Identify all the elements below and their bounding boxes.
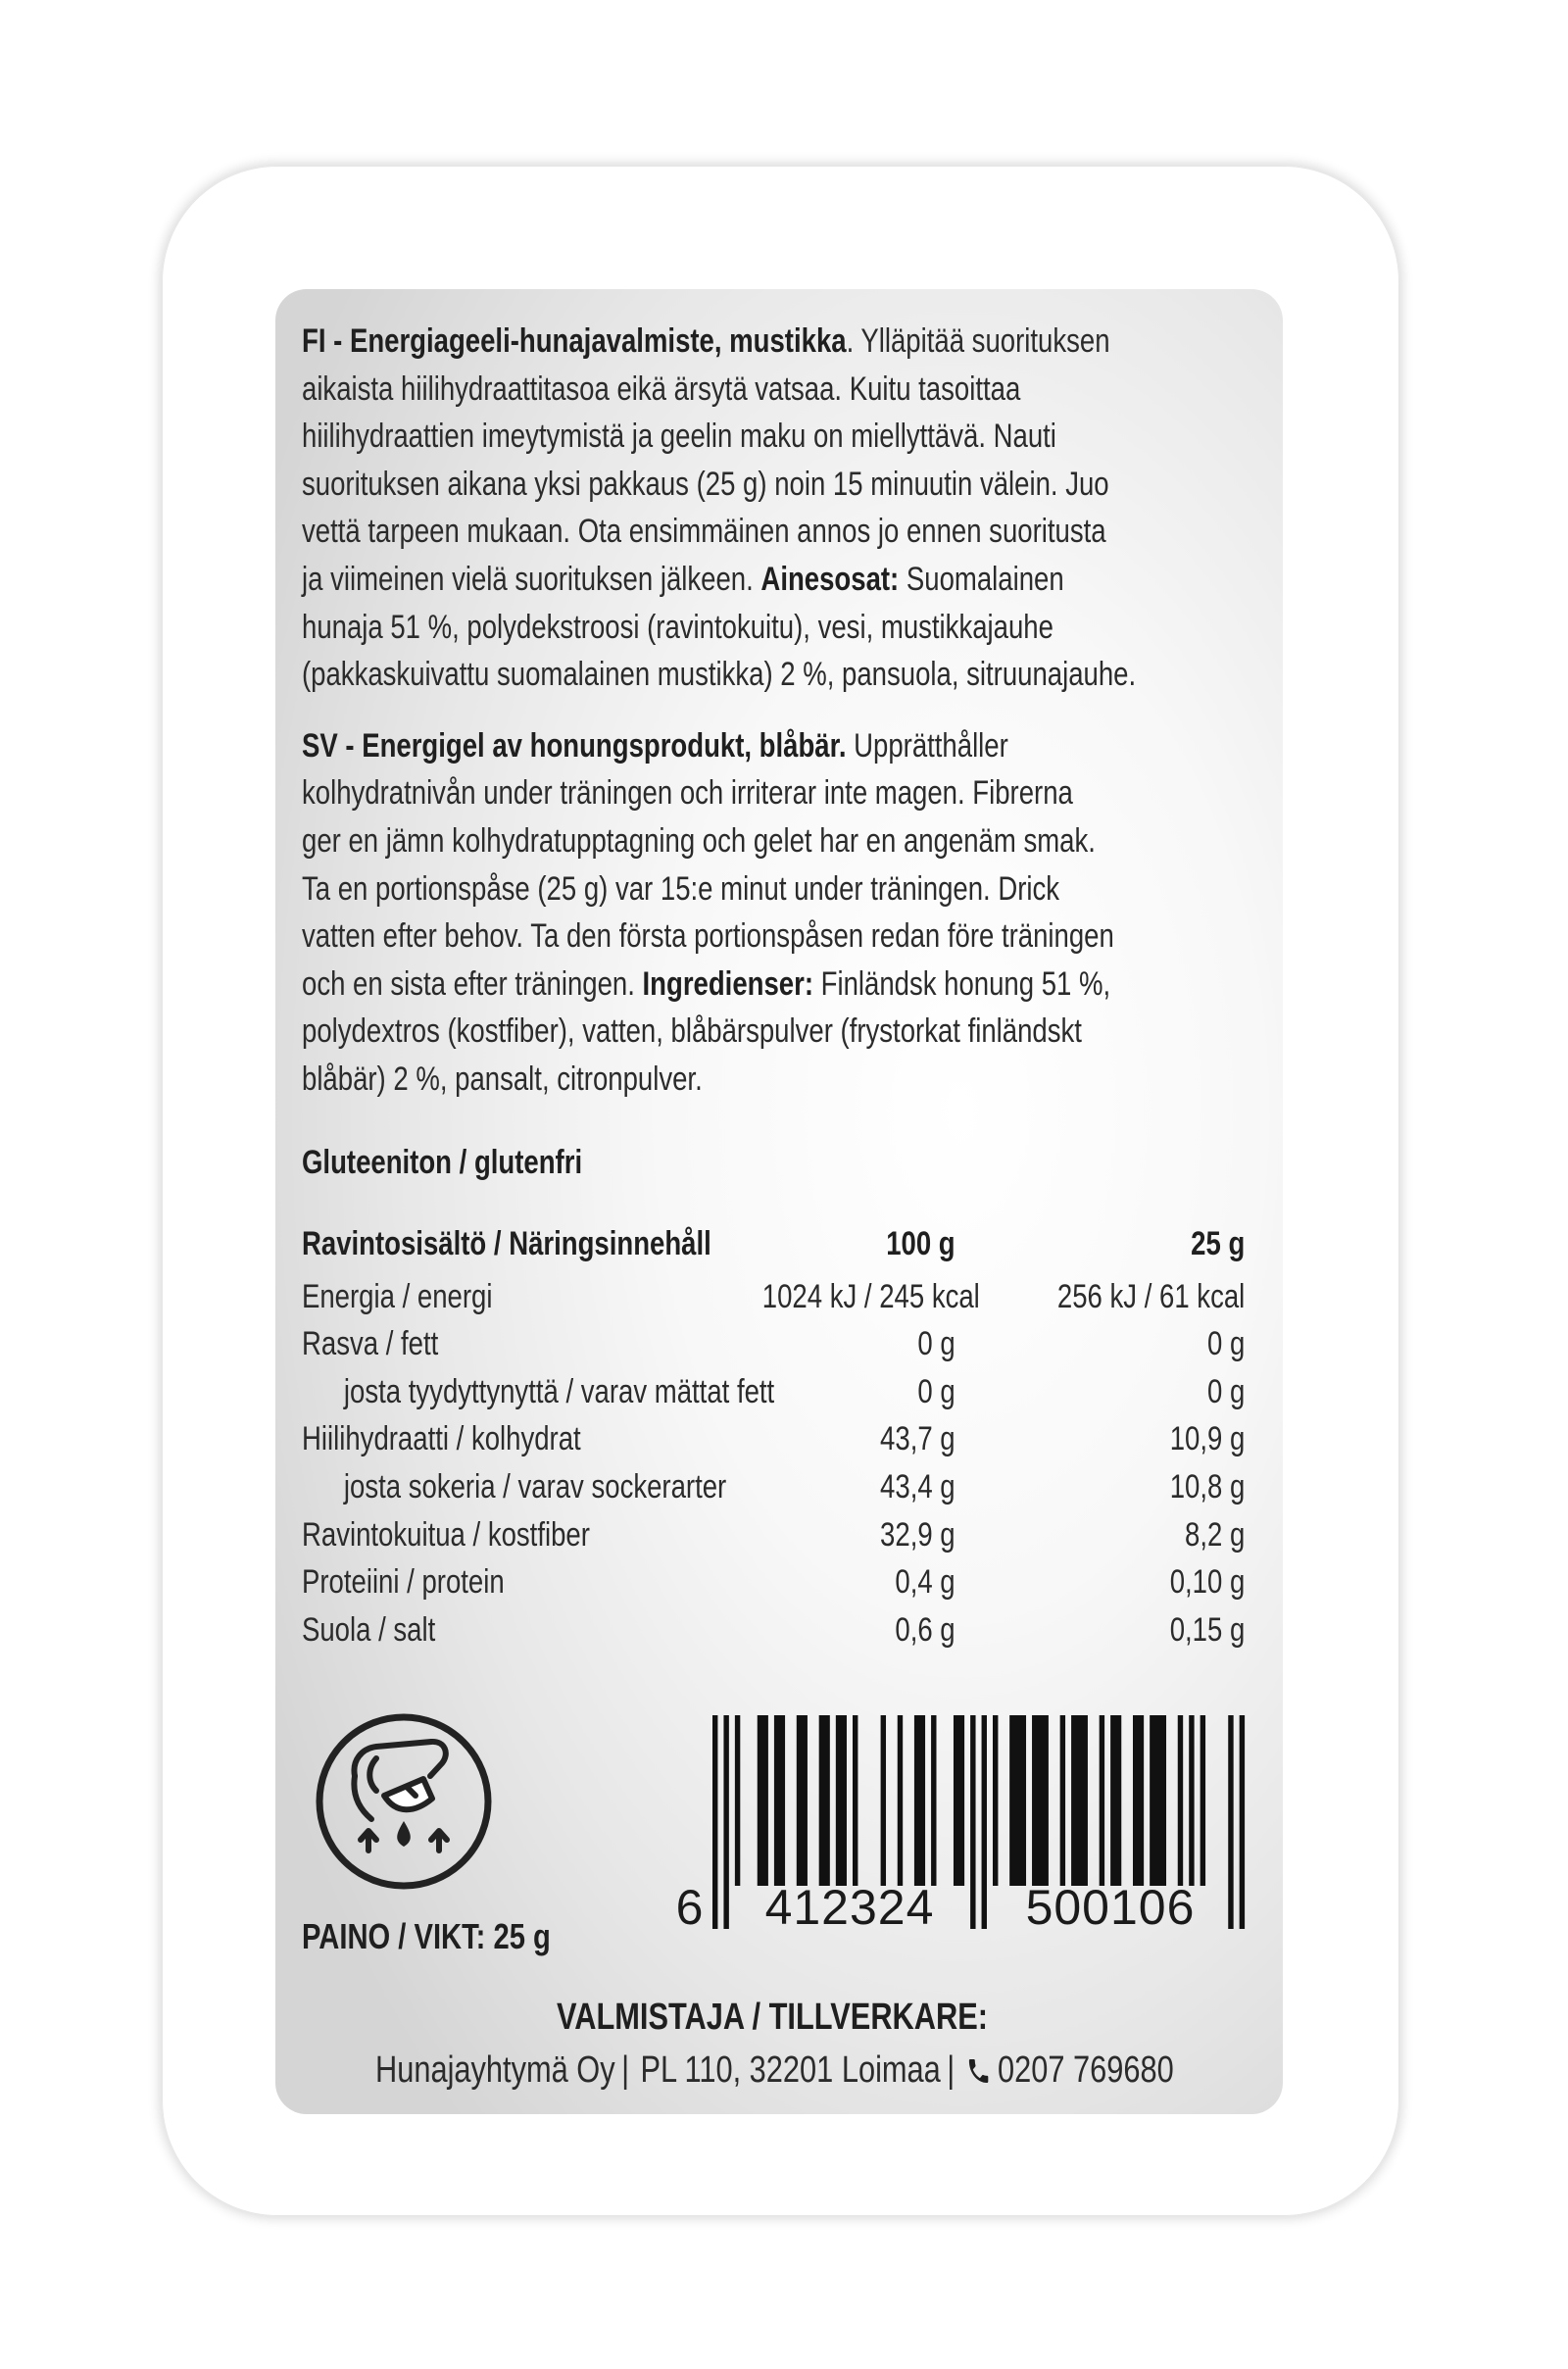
barcode-bar [1060,1715,1065,1886]
value-per-25g: 10,8 g [1169,1467,1246,1505]
value-per-100g: 43,7 g [880,1420,956,1458]
fi-line: aikaista hiilihydraattitasoa eikä ärsytä vatsaa. Kuitu tasoittaa [302,370,1021,408]
barcode-bar [1110,1715,1121,1886]
fi-line: hiilihydraattien imeytymistä ja geelin maku on miellyttävä. Nauti [302,418,1056,456]
sachet-tab [384,1779,432,1809]
nutrient-label: Proteiini / protein [302,1563,505,1602]
fi-line [302,556,1245,604]
sv-line: blåbär) 2 %, pansalt, citronpulver. [302,1060,703,1098]
sv-line [302,722,1245,770]
drop-icon [397,1821,411,1847]
sv-line: kolhydratnivån under träningen och irriterar inte magen. Fibrerna [302,774,1073,813]
phone-icon [966,2055,992,2087]
barcode-guard-bar [982,1715,987,1929]
fi-line: vettä tarpeen mukaan. Ota ensimmäinen annos jo ennen suoritusta [302,513,1106,551]
value-per-25g: 0 g [1206,1325,1246,1363]
tear-open-hand-icon [306,1703,502,1900]
manufacturer-address-line [375,2047,1174,2094]
barcode-bar [774,1715,785,1886]
sv-line: Ta en portionspåse (25 g) var 15:e minut under träningen. Drick [302,869,1060,908]
nutrient-label: Ravintokuitua / kostfiber [302,1515,590,1554]
barcode-left-digits: 412324 [764,1880,935,1935]
value-per-100g: 0 g [917,1325,956,1363]
hand-finger [369,1758,376,1791]
value-per-100g: 1024 kJ / 245 kcal [761,1277,980,1315]
barcode-bar [954,1715,964,1886]
left-arrow [361,1831,376,1851]
fi-line: suorituksen aikana yksi pakkaus (25 g) noin 15 minuutin välein. Juo [302,465,1109,503]
barcode-bar [931,1715,936,1886]
barcode-bar [1178,1715,1183,1886]
barcode-guard-bar [1240,1715,1245,1929]
fi-text: . Ylläpitää suorituksen [846,322,1110,360]
barcode-bar [735,1715,740,1886]
fi-product-name: FI - Energiageeli-hunajavalmiste, mustikka [302,322,847,360]
nutrient-label: Energia / energi [302,1277,493,1315]
nutrition-subrow [302,1463,1245,1511]
nutrient-label: josta sokeria / varav sockerarter [343,1467,727,1505]
separator: | [621,2049,630,2091]
sv-text: och en sista efter träningen. [302,964,643,1003]
fi-line [302,318,1245,366]
barcode-bar [819,1715,830,1886]
manufacturer-postal-address: PL 110, 32201 Loimaa [640,2049,941,2091]
nutrition-row [302,1558,1245,1606]
sv-description [302,722,1245,1104]
barcode-bar [1200,1715,1205,1886]
value-per-100g: 0,4 g [895,1563,956,1602]
nutrient-label: Suola / salt [302,1610,436,1649]
value-per-25g: 0,10 g [1169,1563,1246,1602]
separator: | [947,2049,956,2091]
value-per-25g: 10,9 g [1169,1420,1246,1458]
value-per-100g: 0,6 g [895,1610,956,1649]
column-header-100g: 100 g [886,1224,956,1262]
sv-ingredients-heading: Ingredienser: [642,964,813,1003]
fi-ingredients-heading: Ainesosat: [760,560,900,598]
barcode-bar [898,1715,903,1886]
nutrition-row [302,1273,1245,1321]
sv-line: polydextros (kostfiber), vatten, blåbärspulver (frystorkat finländskt [302,1012,1082,1051]
barcode-right-digits: 500106 [1025,1880,1196,1935]
nutrition-table [302,1220,1245,1654]
nutrition-title: Ravintosisältö / Näringsinnehåll [302,1224,711,1262]
right-arrow [431,1831,447,1851]
sv-text: Finländsk honung 51 %, [812,964,1111,1003]
nutrition-header-row [302,1220,1245,1273]
fi-text: Suomalainen [899,560,1064,598]
sv-line [302,961,1245,1009]
net-weight: PAINO / VIKT: 25 g [302,1916,551,1956]
value-per-100g: 43,4 g [880,1467,956,1505]
gluten-free-statement: Gluteeniton / glutenfri [302,1143,583,1181]
barcode-bar [881,1715,886,1886]
column-header-25g: 25 g [1191,1224,1246,1262]
barcode-bar [993,1715,998,1886]
nutrient-label: Rasva / fett [302,1325,439,1363]
nutrition-row [302,1320,1245,1368]
value-per-100g: 0 g [917,1372,956,1410]
value-per-100g: 32,9 g [880,1515,956,1554]
barcode-bar [853,1715,858,1886]
barcode-bar [1189,1715,1194,1886]
nutrition-row [302,1511,1245,1559]
barcode-first-digit: 6 [675,1880,705,1935]
barcode-bar [1009,1715,1026,1886]
barcode-bar [836,1715,847,1886]
barcode-guard-bar [712,1715,717,1929]
label-text [302,318,1245,1653]
barcode-bar [1032,1715,1049,1886]
value-per-25g: 0 g [1206,1372,1246,1410]
fi-line: hunaja 51 %, polydekstroosi (ravintokuitu), vesi, mustikkajauhe [302,608,1054,646]
nutrient-label: Hiilihydraatti / kolhydrat [302,1420,581,1458]
manufacturer-company: Hunajayhtymä Oy [375,2049,615,2091]
barcode-bar [1071,1715,1088,1886]
barcode-bar [1100,1715,1104,1886]
manufacturer-title: VALMISTAJA / TILLVERKARE: [556,1997,989,2038]
manufacturer-phone: 0207 769680 [998,2049,1174,2091]
fi-description [302,318,1245,699]
barcode-bar [1150,1715,1166,1886]
barcode-bar [797,1715,808,1886]
sv-line: vatten efter behov. Ta den första portionspåsen redan före träningen [302,917,1114,956]
fi-text: ja viimeinen vielä suorituksen jälkeen. [302,560,761,598]
value-per-25g: 256 kJ / 61 kcal [1056,1277,1246,1315]
value-per-25g: 8,2 g [1185,1515,1246,1554]
nutrition-subrow [302,1368,1245,1416]
value-per-25g: 0,15 g [1169,1610,1246,1649]
sv-product-name: SV - Energigel av honungsprodukt, blåbär. [302,726,847,765]
barcode-bar [758,1715,768,1886]
fi-line: (pakkaskuivattu suomalainen mustikka) 2 %, pansuola, sitruunajauhe. [302,656,1137,694]
barcode-bar [1133,1715,1144,1886]
nutrition-row [302,1606,1245,1654]
barcode-bar [914,1715,925,1886]
nutrition-row [302,1415,1245,1463]
sv-text: Upprätthåller [846,726,1008,765]
nutrient-label: josta tyydyttynyttä / varav mättat fett [343,1372,775,1410]
sv-line: ger en jämn kolhydratupptagning och gelet har en angenäm smak. [302,821,1096,860]
